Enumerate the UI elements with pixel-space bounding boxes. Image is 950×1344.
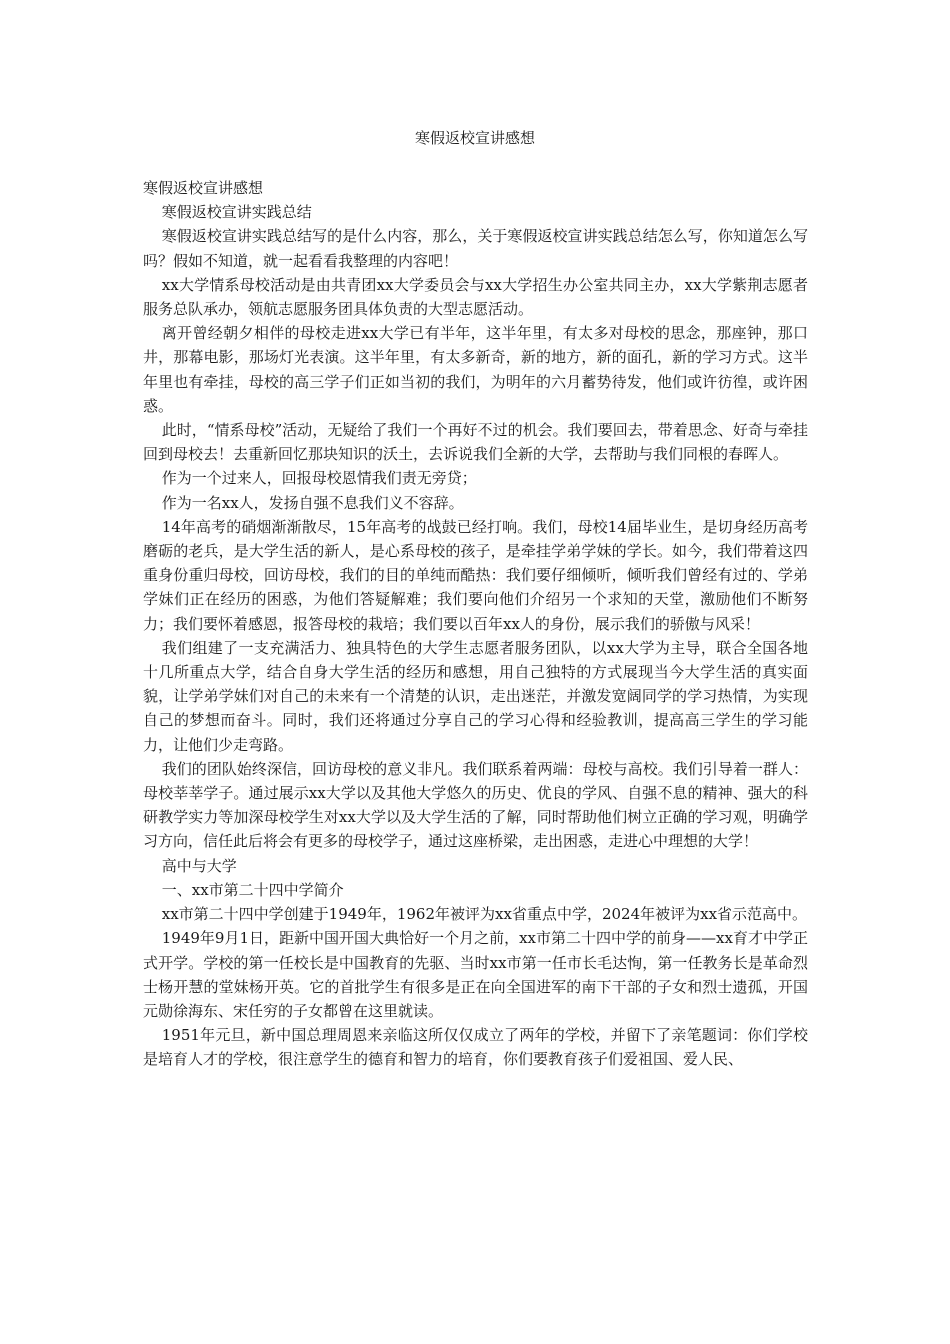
section-subheading: 一、xx市第二十四中学简介 — [161, 880, 344, 899]
paragraph: xx大学情系母校活动是由共青团xx大学委员会与xx大学招生办公室共同主办，xx大学紫荆志愿者服务总队承办，领航志愿服务团具体负责的大型志愿活动。 — [143, 275, 808, 319]
document-body — [143, 176, 808, 1072]
paragraph: 作为一个过来人，回报母校恩情我们责无旁贷； — [161, 469, 477, 488]
paragraph: 14年高考的硝烟渐渐散尽，15年高考的战鼓已经打响。我们，母校14届毕业生，是切身经历高考磨砺的老兵，是大学生活的新人，是心系母校的孩子，是牵挂学弟学妹的学长。如今，我们带着这四重身份重归母校，回访母校，我们的目的单纯而酷热：我们要仔细倾听，倾听我们曾经有过的、学弟学妹们正在经历的困惑，为他们答疑解难；我们要向他们介绍另一个求知的天堂，激励他们不断努力；我们要怀着感恩，报答母校的栽培；我们要以百年xx人的身份，展示我们的骄傲与风采！ — [143, 517, 808, 633]
document-title: 寒假返校宣讲感想 — [414, 129, 535, 147]
paragraph: 我们组建了一支充满活力、独具特色的大学生志愿者服务团队，以xx大学为主导，联合全国各地十几所重点大学，结合自身大学生活的经历和感想，用自己独特的方式展现当今大学生活的真实面貌，让学弟学妹们对自己的未来有一个清楚的认识，走出迷茫，并激发宽阔同学的学习热情，为实现自己的梦想而奋斗。同时，我们还将通过分享自己的学习心得和经验教训，提高高三学生的学习能力，让他们少走弯路。 — [143, 638, 808, 754]
paragraph: xx市第二十四中学创建于1949年，1962年被评为xx省重点中学，2024年被评为xx省示范高中。 — [161, 905, 808, 924]
body-subheading: 寒假返校宣讲实践总结 — [161, 203, 312, 222]
paragraph: 作为一名xx人，发扬自强不息我们义不容辞。 — [161, 493, 464, 512]
paragraph: 寒假返校宣讲实践总结写的是什么内容，那么，关于寒假返校宣讲实践总结怎么写，你知道怎么写吗？假如不知道，就一起看看我整理的内容吧！ — [143, 227, 808, 270]
paragraph: 1951年元旦，新中国总理周恩来亲临这所仅仅成立了两年的学校，并留下了亲笔题词：你们学校是培育人才的学校，很注意学生的德育和智力的培育，你们要教育孩子们爱祖国、爱人民、 — [143, 1026, 808, 1069]
paragraph: 此时，“情系母校”活动，无疑给了我们一个再好不过的机会。我们要回去，带着思念、好奇与牵挂回到母校去！去重新回忆那块知识的沃土，去诉说我们全新的大学，去帮助与我们同根的春晖人。 — [143, 421, 808, 464]
paragraph: 我们的团队始终深信，回访母校的意义非凡。我们联系着两端：母校与高校。我们引导着一群人：母校莘莘学子。通过展示xx大学以及其他大学悠久的历史、优良的学风、自强不息的精神、强大的科研教学实力等加深母校学生对xx大学以及大学生活的了解，同时帮助他们树立正确的学习观，明确学习方向，信任此后将会有更多的母校学子，通过这座桥梁，走出困惑，走进心中理想的大学！ — [143, 759, 808, 851]
paragraph: 1949年9月1日，距新中国开国大典恰好一个月之前，xx市第二十四中学的前身——xx育才中学正式开学。学校的第一任校长是中国教育的先驱、当时xx市第一任市长毛达恂，第一任教务长是革命烈士杨开慧的堂妹杨开英。它的首批学生有很多是正在向全国进军的南下干部的子女和烈士遗孤，开国元勋徐海东、宋任穷的子女都曾在这里就读。 — [143, 929, 808, 1020]
section-heading: 高中与大学 — [161, 856, 237, 875]
body-heading: 寒假返校宣讲感想 — [143, 179, 264, 197]
paragraph: 离开曾经朝夕相伴的母校走进xx大学已有半年，这半年里，有太多对母校的思念，那座钟，那口井，那幕电影，那场灯光表演。这半年里，有太多新奇，新的地方，新的面孔，新的学习方式。这半年里也有牵挂，母校的高三学子们正如当初的我们，为明年的六月蓄势待发，他们或许彷徨，或许困惑。 — [143, 324, 808, 415]
